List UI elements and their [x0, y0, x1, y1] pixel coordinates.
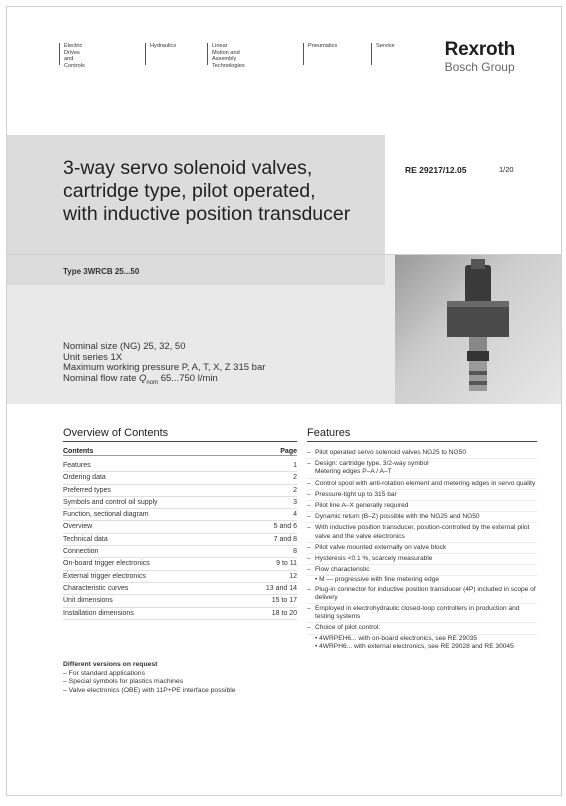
toc-page: 1 [293, 462, 297, 469]
feature-item [307, 523, 537, 542]
feature-text: Employed in electrohydraulic closed-loop controllers in production and testing systems [315, 605, 520, 621]
document-page [6, 6, 562, 796]
feature-item [307, 501, 537, 512]
nav-label: Electric Drives and Controls [64, 43, 85, 69]
toc-heading: Overview of Contents [63, 427, 297, 442]
nav-hydraulics[interactable] [145, 43, 176, 65]
feature-text: Plug-in connector for inductive position transducer (4P) included in scope of delivery [315, 585, 536, 601]
brand-logo [445, 39, 515, 74]
toc-page: 15 to 17 [271, 597, 297, 605]
feature-item [307, 543, 537, 554]
feature-item [307, 448, 537, 459]
title-line: with inductive position transducer [63, 203, 351, 225]
type-label: Type 3WRCB 25...50 [63, 267, 140, 276]
toc-page: 3 [293, 498, 297, 506]
feature-dash: – [307, 624, 311, 632]
feature-dash: – [307, 543, 311, 551]
toc-row[interactable] [63, 546, 297, 558]
nav-electric-drives[interactable] [59, 43, 85, 69]
toc-label: Connection [63, 548, 99, 556]
nav-linear-motion[interactable] [207, 43, 245, 69]
toc-row[interactable] [63, 460, 297, 472]
feature-dash: – [307, 479, 311, 487]
nav-pneumatics[interactable] [303, 43, 337, 65]
toc-page: 4 [293, 511, 297, 519]
toc-page: 13 and 14 [265, 584, 297, 592]
feature-item [307, 490, 537, 501]
toc-label: Characteristic curves [63, 584, 129, 592]
toc-label: Overview [63, 523, 93, 531]
feature-dash: – [307, 524, 311, 532]
toc-label: Features [63, 462, 91, 469]
toc-label: Technical data [63, 535, 108, 543]
toc-label: On-board trigger electronics [63, 560, 150, 568]
feature-subitem: • 4WRPEH6... with on-board electronics, see RE 29035 [315, 634, 478, 642]
toc-label: Unit dimensions [63, 597, 113, 605]
toc-row[interactable] [63, 521, 297, 533]
feature-text: Pilot line A–X generally required [315, 502, 409, 510]
toc-row[interactable] [63, 595, 297, 607]
toc-page: 12 [289, 572, 297, 580]
spec-text: 65...750 l/min [158, 372, 218, 384]
feature-text: Pilot valve mounted externally on valve block [315, 543, 447, 551]
feature-item [307, 604, 537, 623]
feature-text: Pilot operated servo solenoid valves NG25 to NG50 [315, 449, 467, 456]
feature-item [307, 479, 537, 490]
toc-row[interactable] [63, 485, 297, 497]
nav-service[interactable] [371, 43, 395, 65]
feature-subitem: • 4WRPH6... with external electronics, see RE 29028 and RE 30045 [315, 642, 514, 650]
toc-page: 2 [293, 474, 297, 482]
spec-subscript: nom [146, 379, 159, 386]
title-line: 3-way servo solenoid valves, [63, 157, 313, 179]
toc-row[interactable] [63, 571, 297, 583]
valve-image [395, 255, 561, 404]
feature-text: Pressure-tight up to 315 bar [315, 490, 397, 498]
versions-item: – Special symbols for plastics machines [63, 678, 184, 685]
nav-label: Service [376, 43, 395, 49]
feature-text: With inductive position transducer, position-controlled by the external pilot valve and the valve electronics [315, 524, 530, 540]
feature-item [307, 459, 537, 478]
nav-label: Hydraulics [150, 43, 177, 49]
toc-row[interactable] [63, 497, 297, 509]
toc-label: Function, sectional diagram [63, 511, 149, 519]
toc-col-contents: Contents [63, 448, 94, 455]
toc-row[interactable] [63, 608, 297, 620]
feature-dash: – [307, 490, 311, 498]
nav-label: Pneumatics [308, 43, 338, 49]
re-code: RE 29217/12.05 [405, 165, 467, 175]
feature-dash: – [307, 460, 311, 468]
spec-text: Nominal flow rate [63, 372, 140, 384]
page-count: 1/20 [499, 165, 514, 174]
brand-group: Bosch Group [444, 60, 515, 74]
feature-dash: – [307, 605, 311, 613]
toc-label: Ordering data [63, 474, 106, 482]
brand-name: Rexroth [444, 39, 515, 60]
feature-dash: – [307, 449, 311, 456]
toc-header-row [63, 448, 297, 456]
spec-line: Maximum working pressure P, A, T, X, Z 315 bar [63, 362, 266, 373]
toc-row[interactable] [63, 534, 297, 546]
versions-item: – For standard applications [63, 669, 145, 677]
feature-text: Choice of pilot control: [315, 624, 381, 632]
toc-label: Symbols and control oil supply [63, 498, 158, 506]
toc-label: External trigger electronics [63, 572, 146, 580]
feature-text: Dynamic return (B–Z) possible with the NG25 and NG50 [315, 513, 480, 521]
spec-symbol: Q [139, 372, 147, 384]
toc-page: 8 [293, 548, 297, 556]
toc-page: 5 and 6 [273, 523, 297, 531]
toc-row[interactable] [63, 472, 297, 484]
document-title [63, 157, 350, 226]
versions-heading: Different versions on request [63, 661, 158, 668]
features-heading: Features [307, 427, 537, 442]
toc-list [63, 460, 297, 620]
toc-page: 9 to 11 [276, 560, 297, 568]
toc-col-page: Page [280, 448, 297, 455]
feature-item [307, 565, 537, 576]
toc-page: 2 [293, 486, 297, 494]
title-line: cartridge type, pilot operated, [63, 180, 316, 202]
toc-page: 18 to 20 [271, 609, 297, 617]
toc-row[interactable] [63, 509, 297, 521]
toc-row[interactable] [63, 583, 297, 595]
feature-item [307, 585, 537, 604]
feature-dash: – [307, 502, 311, 510]
feature-text: Flow characteristic [315, 566, 370, 574]
feature-subitem: • M — progressive with fine metering edge [315, 576, 439, 584]
feature-item [307, 554, 537, 565]
toc-label: Installation dimensions [63, 609, 134, 617]
versions-block [63, 661, 303, 695]
feature-text: Design: cartridge type, 3/2-way symbol Metering edges P–A / A–T [315, 460, 429, 476]
versions-item: – Valve electronics (OBE) with 11P+PE interface possible [63, 686, 236, 694]
feature-item [307, 512, 537, 523]
feature-dash: – [307, 585, 311, 593]
spec-list [63, 342, 265, 388]
features-list [307, 448, 537, 651]
feature-dash: – [307, 555, 311, 563]
toc-label: Preferred types [63, 486, 111, 494]
feature-text: Hysteresis <0.1 %, scarcely measurable [315, 555, 433, 563]
spec-line: Nominal size (NG) 25, 32, 50 [63, 341, 186, 352]
product-photo [395, 255, 561, 404]
toc-row[interactable] [63, 558, 297, 570]
feature-item [307, 623, 537, 634]
spec-line: Unit series 1X [63, 351, 123, 363]
feature-text: Control spool with anti-rotation element and metering edges in servo quality [315, 479, 536, 487]
feature-dash: – [307, 566, 311, 574]
feature-dash: – [307, 513, 311, 521]
spec-line [63, 374, 265, 388]
nav-label: Linear Motion and Assembly Technologies [212, 43, 245, 69]
toc-page: 7 and 8 [273, 535, 297, 543]
